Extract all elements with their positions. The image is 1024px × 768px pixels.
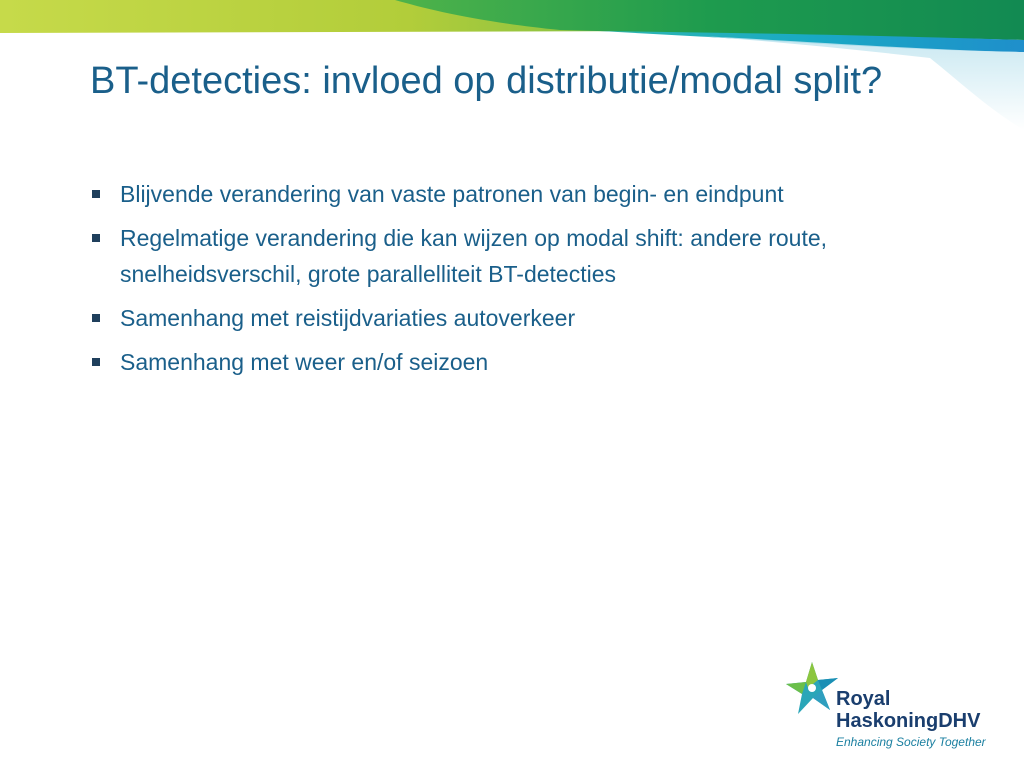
- logo-tagline: Enhancing Society Together: [836, 735, 986, 749]
- square-bullet-icon: [92, 358, 100, 366]
- logo-text-royal: Royal: [836, 688, 891, 710]
- square-bullet-icon: [92, 234, 100, 242]
- square-bullet-icon: [92, 314, 100, 322]
- bullet-text: Samenhang met reistijdvariaties autoverkeer: [120, 305, 576, 331]
- bullet-text: Samenhang met weer en/of seizoen: [120, 349, 489, 375]
- bullet-list: [90, 176, 950, 388]
- square-bullet-icon: [92, 190, 100, 198]
- bullet-item: [90, 220, 950, 292]
- bullet-item: [90, 344, 950, 380]
- slide-title: BT-detecties: invloed op distributie/modal split?: [90, 60, 883, 102]
- bullet-item: [90, 300, 950, 336]
- logo-text-haskoningdhv: HaskoningDHV: [836, 710, 981, 732]
- bullet-text: Blijvende verandering van vaste patronen van begin- en eindpunt: [120, 181, 784, 207]
- bullet-text: Regelmatige verandering die kan wijzen op modal shift: andere route, snelheidsverschil, grote parallelliteit BT-detecties: [120, 225, 828, 287]
- company-logo: [782, 658, 1002, 754]
- bullet-item: [90, 176, 950, 212]
